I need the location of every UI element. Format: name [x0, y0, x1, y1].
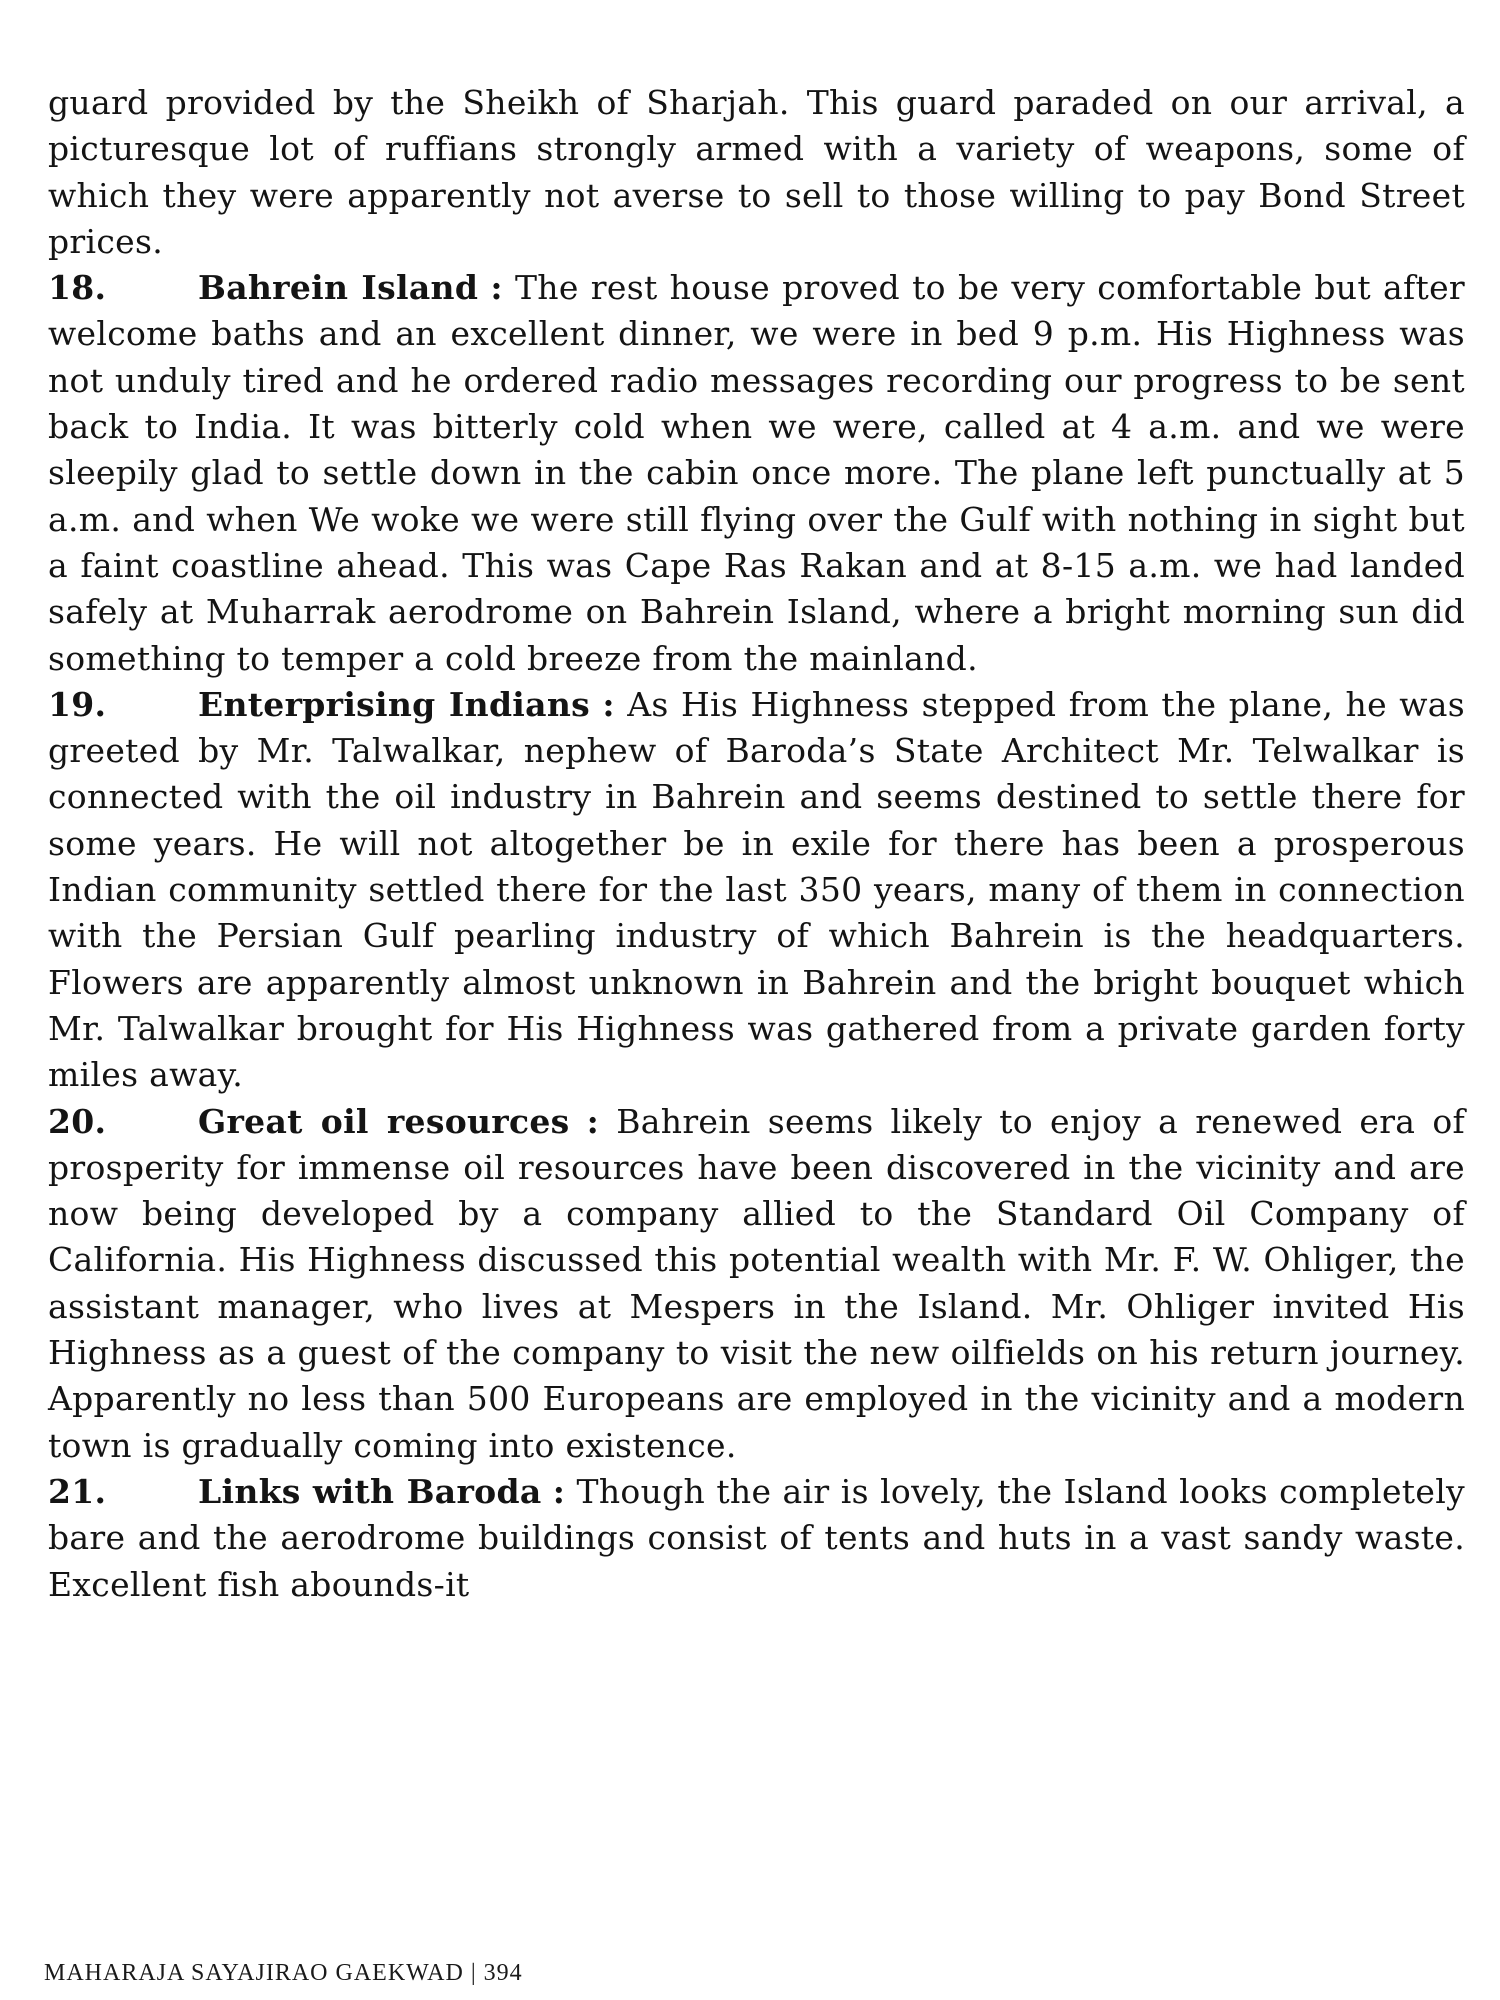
paragraph-18 — [48, 265, 1465, 682]
paragraph-heading: Bahrein Island — [198, 268, 479, 308]
paragraph-text: The rest house proved to be very comfortable but after welcome baths and an excellent dinner, we were in bed 9 p.m. His Highness was not unduly tired and he ordered radio messages recording our progress to be sent back to India. It was bitterly cold when we were, called at 4 a.m. and we were sleepily glad to settle down in the cabin once more. The plane left punctually at 5 a.m. and when We woke we were still flying over the Gulf with nothing in sight but a faint coastline ahead. This was Cape Ras Rakan and at 8-15 a.m. we had landed safely at Muharrak aerodrome on Bahrein Island, where a bright morning sun did something to temper a cold breeze from the mainland. — [48, 268, 1465, 678]
paragraph-text: As His Highness stepped from the plane, he was greeted by Mr. Talwalkar, nephew of Baroda’s State Architect Mr. Telwalkar is connected with the oil industry in Bahrein and seems destined to settle there for some years. He will not altogether be in exile for there has been a prosperous Indian community settled there for the last 350 years, many of them in connection with the Persian Gulf pearling industry of which Bahrein is the headquarters. Flowers are apparently almost unknown in Bahrein and the bright bouquet which Mr. Talwalkar brought for His Highness was gathered from a private garden forty miles away. — [48, 684, 1466, 1095]
paragraph-number: 18. — [48, 268, 107, 308]
heading-separator: : — [586, 1101, 600, 1141]
paragraph-text: Bahrein seems likely to enjoy a renewed era of prosperity for immense oil resources have been discovered in the vicinity and are now being developed by a company allied to the Standard Oil Company of California. His Highness discussed this potential wealth with Mr. F. W. Ohliger, the assistant manager, who lives at Mespers in the Island. Mr. Ohliger invited His Highness as a guest of the company to visit the new oilfields on his return journey. Apparently no less than 500 Europeans are employed in the vicinity and a modern town is gradually coming into existence. — [48, 1101, 1466, 1465]
paragraph-heading: Links with Baroda — [198, 1471, 542, 1511]
heading-separator: : — [552, 1471, 566, 1511]
heading-separator: : — [602, 684, 615, 724]
paragraph-text: guard provided by the Sheikh of Sharjah. This guard paraded on our arrival, a picturesque lot of ruffians strongly armed with a variety of weapons, some of which they were apparently not averse to sell to those willing to pay Bond Street prices. — [48, 83, 1465, 261]
page-number: 394 — [483, 1960, 523, 1986]
intro-paragraph — [48, 80, 1465, 265]
paragraph-number: 19. — [48, 684, 107, 724]
paragraph-21 — [48, 1469, 1465, 1608]
body-text — [48, 80, 1465, 1608]
footer-divider: | — [470, 1960, 477, 1986]
paragraph-20 — [48, 1099, 1465, 1469]
page-footer — [44, 1960, 523, 1987]
heading-separator: : — [490, 268, 503, 308]
footer-title: MAHARAJA SAYAJIRAO GAEKWAD — [44, 1960, 464, 1986]
paragraph-number: 21. — [48, 1471, 107, 1511]
paragraph-number: 20. — [48, 1101, 107, 1141]
paragraph-19 — [48, 682, 1465, 1099]
paragraph-heading: Enterprising Indians — [198, 684, 591, 724]
paragraph-heading: Great oil resources — [198, 1101, 570, 1141]
paragraph-text: Though the air is lovely, the Island looks completely bare and the aerodrome buildings consist of tents and huts in a vast sandy waste. Excellent fish abounds-it — [48, 1471, 1465, 1604]
